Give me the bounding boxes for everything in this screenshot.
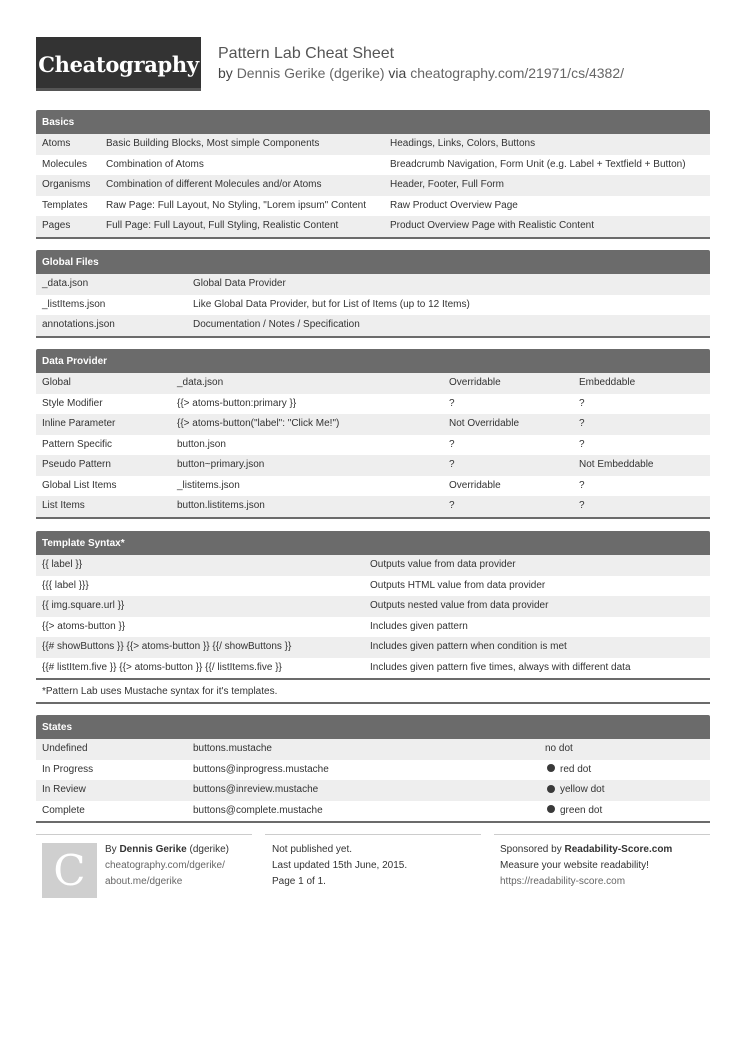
table-cell: ? — [579, 418, 585, 429]
cheatography-logo[interactable]: Cheatography — [36, 37, 201, 91]
table-cell: ? — [449, 459, 455, 470]
state-dot-label: yellow dot — [560, 784, 605, 795]
table-cell: Raw Product Overview Page — [390, 199, 518, 211]
table-cell: Full Page: Full Layout, Full Styling, Realistic Content — [106, 220, 339, 231]
table-cell: Inline Parameter — [42, 418, 116, 429]
table-row — [36, 658, 710, 679]
basics-section — [36, 110, 710, 239]
table-row — [36, 476, 710, 497]
table-row — [36, 196, 710, 217]
table-cell: buttons@complete.mustache — [193, 804, 323, 816]
table-cell: Includes given pattern when condition is met — [370, 641, 567, 652]
footer-author-line — [105, 844, 229, 855]
table-cell: Documentation / Notes / Specification — [193, 319, 360, 330]
table-row — [36, 134, 710, 155]
table-cell: _data.json — [177, 377, 224, 388]
table-cell: ? — [579, 438, 585, 450]
table-cell: List Items — [42, 500, 85, 511]
table-cell: Global — [42, 377, 71, 388]
section-title: Template Syntax* — [36, 531, 710, 555]
table-row — [36, 576, 710, 597]
table-cell: Header, Footer, Full Form — [390, 179, 504, 190]
footer-author-link[interactable]: cheatography.com/dgerike/ — [105, 860, 225, 871]
table-cell: annotations.json — [42, 319, 115, 330]
via-label: via — [388, 65, 407, 81]
table-row — [36, 455, 710, 476]
table-cell: ? — [579, 500, 585, 511]
table-cell: ? — [579, 479, 585, 491]
table-row — [36, 175, 710, 196]
state-dot-label: red dot — [560, 763, 592, 775]
table-cell: Outputs HTML value from data provider — [370, 579, 546, 591]
table-cell: ? — [449, 397, 455, 409]
state-dot-label: green dot — [560, 804, 603, 816]
footer-meta — [265, 834, 481, 904]
table-cell: Outputs nested value from data provider — [370, 600, 549, 611]
dot-icon — [547, 764, 555, 772]
table-row — [36, 739, 710, 760]
section-title: Global Files — [36, 250, 710, 274]
table-cell: {{{ label }}} — [42, 579, 89, 591]
footer-author-name[interactable]: Dennis Gerike — [119, 844, 187, 855]
table-cell: Like Global Data Provider, but for List of Items (up to 12 Items) — [193, 298, 470, 310]
table-cell: Headings, Links, Colors, Buttons — [390, 138, 536, 149]
table-cell: {{> atoms-button }} — [42, 620, 126, 632]
table-row — [36, 155, 710, 176]
page-footer — [36, 834, 710, 904]
table-cell: {{# showButtons }} {{> atoms-button }} {{/ showButtons }} — [42, 641, 292, 652]
table-cell: Undefined — [42, 743, 88, 754]
by-label: by — [218, 65, 233, 81]
byline — [218, 65, 624, 81]
table-cell: Overridable — [449, 377, 501, 388]
table-cell: Pseudo Pattern — [42, 459, 111, 470]
table-cell: _listitems.json — [177, 479, 240, 491]
table-row — [36, 295, 710, 316]
page-number: Page 1 of 1. — [272, 876, 326, 887]
table-row — [36, 394, 710, 415]
table-cell — [547, 801, 602, 822]
table-cell: {{# listItem.five }} {{> atoms-button }} {{/ listItems.five }} — [42, 661, 282, 673]
table-cell: {{> atoms-button("label": "Click Me!") — [177, 418, 340, 429]
table-cell: Includes given pattern five times, always with different data — [370, 661, 631, 673]
table-cell: Atoms — [42, 138, 71, 149]
table-row — [36, 555, 710, 576]
table-cell: Organisms — [42, 179, 91, 190]
table-cell: Overridable — [449, 479, 501, 491]
table-cell: ? — [449, 500, 455, 511]
table-cell: Embeddable — [579, 377, 636, 388]
table-cell: button~primary.json — [177, 459, 265, 470]
table-cell: Pages — [42, 220, 71, 231]
table-cell: button.listitems.json — [177, 500, 265, 511]
data-provider-section — [36, 349, 710, 519]
table-row — [36, 435, 710, 456]
sponsor-name[interactable]: Readability-Score.com — [564, 844, 673, 855]
table-cell: Combination of Atoms — [106, 158, 204, 170]
dot-icon — [547, 805, 555, 813]
table-cell: Combination of different Molecules and/or Atoms — [106, 179, 322, 190]
sheet-url-link[interactable]: cheatography.com/21971/cs/4382/ — [410, 65, 624, 81]
states-section — [36, 715, 710, 823]
table-cell: Breadcrumb Navigation, Form Unit (e.g. Label + Textfield + Button) — [390, 158, 686, 170]
global-files-section — [36, 250, 710, 338]
last-updated: Last updated 15th June, 2015. — [272, 860, 408, 871]
table-row — [36, 596, 710, 617]
table-cell: {{> atoms-button:primary }} — [177, 397, 297, 409]
table-cell: Includes given pattern — [370, 620, 468, 632]
table-cell: Global List Items — [42, 479, 117, 491]
table-cell: Basic Building Blocks, Most simple Components — [106, 138, 320, 149]
table-cell: buttons.mustache — [193, 743, 272, 754]
table-row — [36, 274, 710, 295]
table-cell: Product Overview Page with Realistic Content — [390, 220, 594, 231]
section-title: Basics — [36, 110, 710, 134]
table-cell — [547, 780, 604, 801]
table-cell: _listItems.json — [42, 298, 106, 310]
table-cell: no dot — [545, 743, 573, 754]
syntax-footnote: *Pattern Lab uses Mustache syntax for it's templates. — [36, 678, 710, 702]
table-cell: button.json — [177, 438, 226, 450]
table-cell: Molecules — [42, 158, 88, 170]
table-row — [36, 780, 710, 801]
footer-by-label: By — [105, 844, 117, 855]
table-cell: buttons@inprogress.mustache — [193, 763, 329, 775]
section-title: States — [36, 715, 710, 739]
table-row — [36, 496, 710, 517]
table-row — [36, 617, 710, 638]
page-title: Pattern Lab Cheat Sheet — [218, 45, 395, 62]
page-header — [36, 37, 710, 91]
dot-icon — [547, 785, 555, 793]
footer-author-handle: (dgerike) — [189, 844, 229, 855]
table-row — [36, 760, 710, 781]
table-cell: _data.json — [42, 278, 89, 289]
table-cell: Not Overridable — [449, 418, 520, 429]
sponsor-line — [500, 844, 672, 855]
table-cell: Outputs value from data provider — [370, 559, 516, 570]
sponsor-tagline: Measure your website readability! — [500, 860, 649, 871]
table-row — [36, 637, 710, 658]
table-cell: Not Embeddable — [579, 459, 654, 470]
author-link[interactable]: Dennis Gerike (dgerike) — [236, 65, 385, 81]
table-row — [36, 216, 710, 237]
table-cell — [547, 760, 591, 781]
table-cell: In Progress — [42, 763, 94, 775]
table-cell: {{ img.square.url }} — [42, 600, 125, 611]
table-row — [36, 315, 710, 336]
table-cell: Templates — [42, 199, 88, 211]
table-row — [36, 414, 710, 435]
table-cell: In Review — [42, 784, 86, 795]
sponsor-label: Sponsored by — [500, 844, 562, 855]
table-cell: Style Modifier — [42, 397, 103, 409]
table-cell: Global Data Provider — [193, 278, 286, 289]
table-cell: ? — [449, 438, 455, 450]
section-title: Data Provider — [36, 349, 710, 373]
template-syntax-section — [36, 531, 710, 704]
footer-author-link[interactable]: about.me/dgerike — [105, 876, 183, 887]
table-row — [36, 373, 710, 394]
table-cell: buttons@inreview.mustache — [193, 784, 319, 795]
sponsor-url[interactable]: https://readability-score.com — [500, 876, 626, 887]
cheatography-c-logo: C — [42, 843, 97, 898]
table-cell: Pattern Specific — [42, 438, 113, 450]
table-cell: {{ label }} — [42, 559, 83, 570]
footer-author — [36, 834, 252, 904]
publish-status: Not published yet. — [272, 844, 353, 855]
footer-sponsor — [494, 834, 710, 904]
table-row — [36, 801, 710, 822]
table-cell: Complete — [42, 804, 85, 816]
table-cell: Raw Page: Full Layout, No Styling, "Lorem ipsum" Content — [106, 199, 366, 211]
table-cell: ? — [579, 397, 585, 409]
